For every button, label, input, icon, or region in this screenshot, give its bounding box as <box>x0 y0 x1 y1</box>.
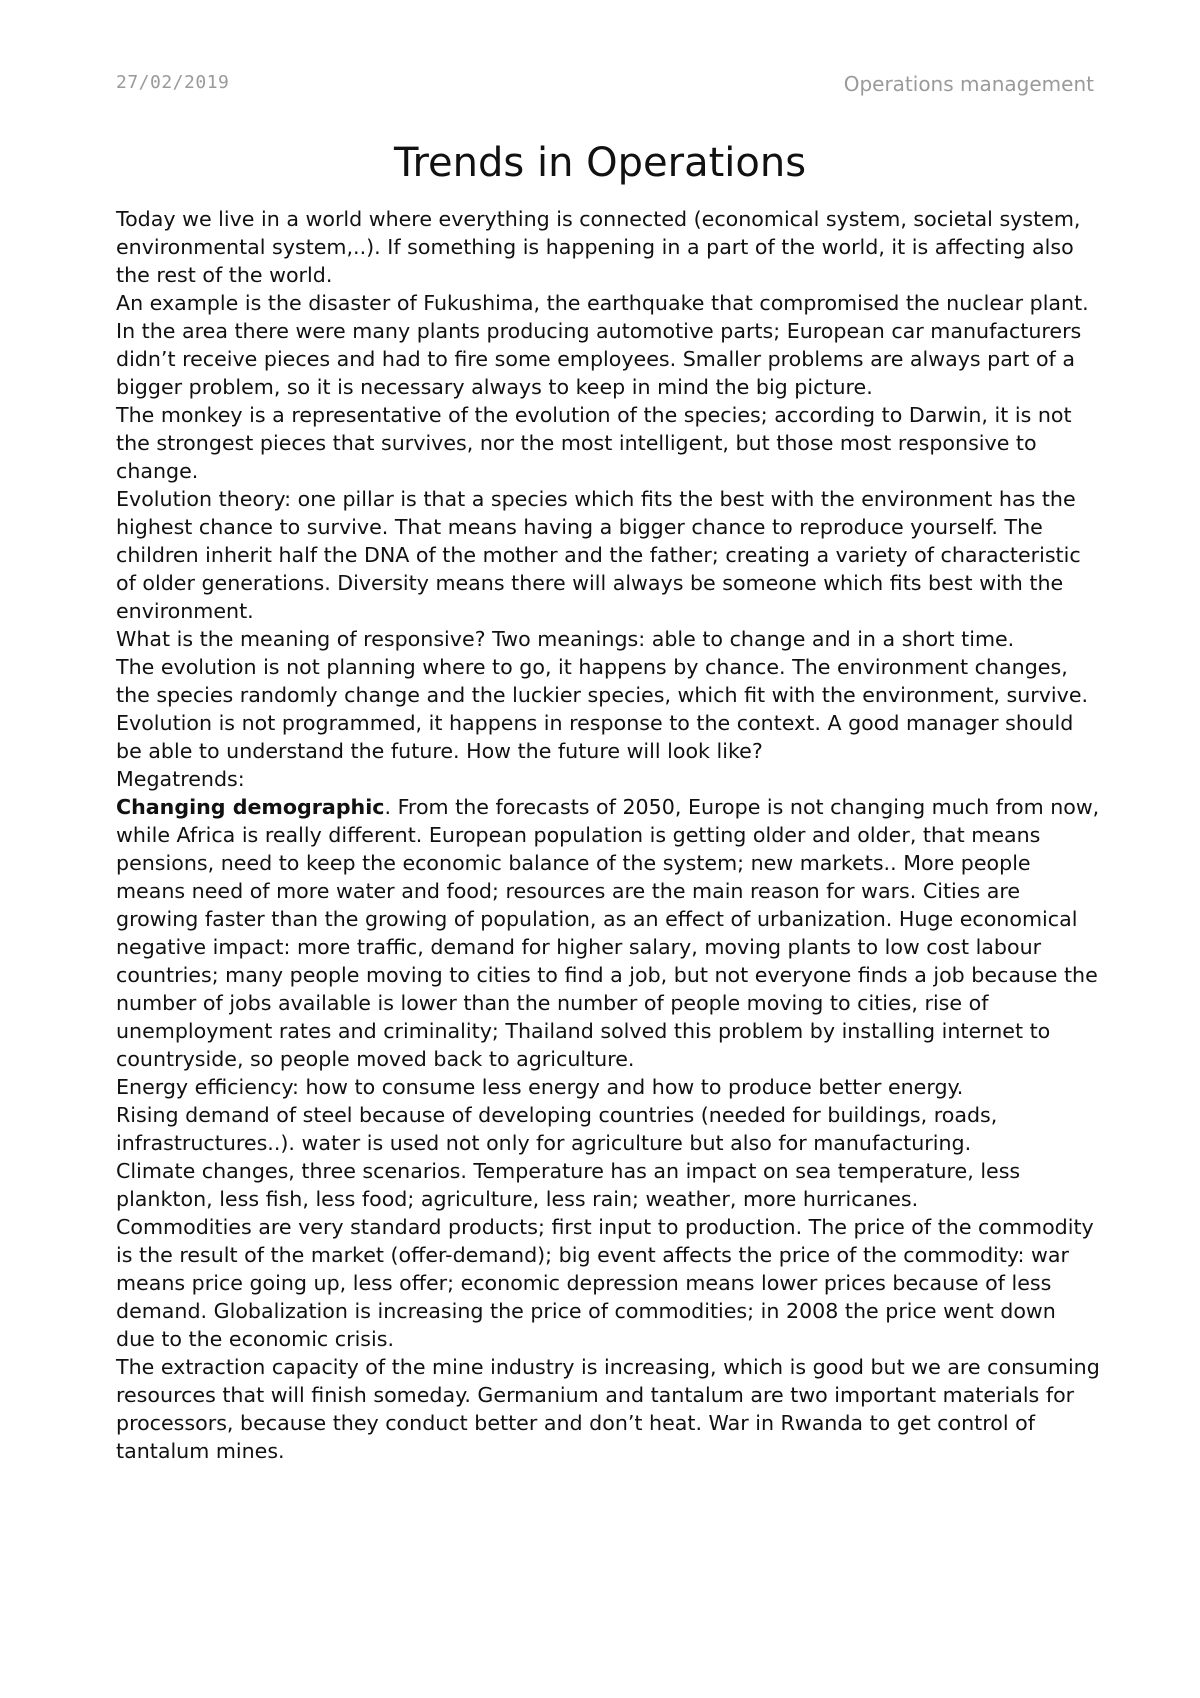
paragraph: Evolution theory: one pillar is that a species which fits the best with the environment has the highest chance to survive. That means having a bigger chance to reproduce yourself. The children inherit half the DNA of the mother and the father; creating a variety of characteristic of older generations. Diversity means there will always be someone which fits best with the environment. <box>116 487 1081 623</box>
header-subject: Operations management <box>843 72 1094 96</box>
paragraph: The evolution is not planning where to go, it happens by chance. The environment changes, the species randomly change and the luckier species, which fit with the environment, survive. <box>116 655 1089 707</box>
paragraph: The monkey is a representative of the evolution of the species; according to Darwin, it is not the strongest pieces that survives, nor the most intelligent, but those most responsive to change. <box>116 403 1072 483</box>
paragraph: Megatrends: <box>116 767 245 791</box>
paragraph: Today we live in a world where everything is connected (economical system, societal system, environmental system,..). If something is happening in a part of the world, it is affecting also the rest of the world. <box>116 207 1081 287</box>
demographic-text: . From the forecasts of 2050, Europe is not changing much from now, while Africa is really different. European population is getting older and older, that means pensions, need to keep the economic balance of the system; new markets.. More people means need of more water and food; resources are the main reason for wars. Cities are growing faster than the growing of population, as an effect of urbanization. Huge economical negative impact: more traffic, demand for higher salary, moving plants to low cost labour countries; many people moving to cities to find a job, but not everyone finds a job because the number of jobs available is lower than the number of people moving to cities, rise of unemployment rates and criminality; Thailand solved this problem by installing internet to countryside, so people moved back to agriculture. <box>116 795 1100 1071</box>
demographic-heading: Changing demographic <box>116 795 385 819</box>
header-date: 27/02/2019 <box>116 72 230 93</box>
paragraph: An example is the disaster of Fukushima, the earthquake that compromised the nuclear plant. In the area there were many plants producing automotive parts; European car manufacturers didn’t receive pieces and had to fire some employees. Smaller problems are always part of a bigger problem, so it is necessary always to keep in mind the big picture. <box>116 291 1089 399</box>
demographic-paragraph <box>116 793 1100 1073</box>
paragraph: Climate changes, three scenarios. Temperature has an impact on sea temperature, less plankton, less fish, less food; agriculture, less rain; weather, more hurricanes. <box>116 1159 1021 1211</box>
paragraph: Evolution is not programmed, it happens in response to the context. A good manager should be able to understand the future. How the future will look like? <box>116 711 1074 763</box>
document-title: Trends in Operations <box>393 140 807 186</box>
page-header <box>116 72 1094 102</box>
document-body <box>116 205 1100 1465</box>
paragraph: Rising demand of steel because of developing countries (needed for buildings, roads, infrastructures..). water is used not only for agriculture but also for manufacturing. <box>116 1103 998 1155</box>
paragraph: The extraction capacity of the mine industry is increasing, which is good but we are consuming resources that will finish someday. Germanium and tantalum are two important materials for processors, because they conduct better and don’t heat. War in Rwanda to get control of tantalum mines. <box>116 1355 1100 1463</box>
paragraph: Energy efficiency: how to consume less energy and how to produce better energy. <box>116 1075 964 1099</box>
paragraph: Commodities are very standard products; first input to production. The price of the commodity is the result of the market (offer-demand); big event affects the price of the commodity: war means price going up, less offer; economic depression means lower prices because of less demand. Globalization is increasing the price of commodities; in 2008 the price went down due to the economic crisis. <box>116 1215 1094 1351</box>
paragraph: What is the meaning of responsive? Two meanings: able to change and in a short time. <box>116 627 1015 651</box>
